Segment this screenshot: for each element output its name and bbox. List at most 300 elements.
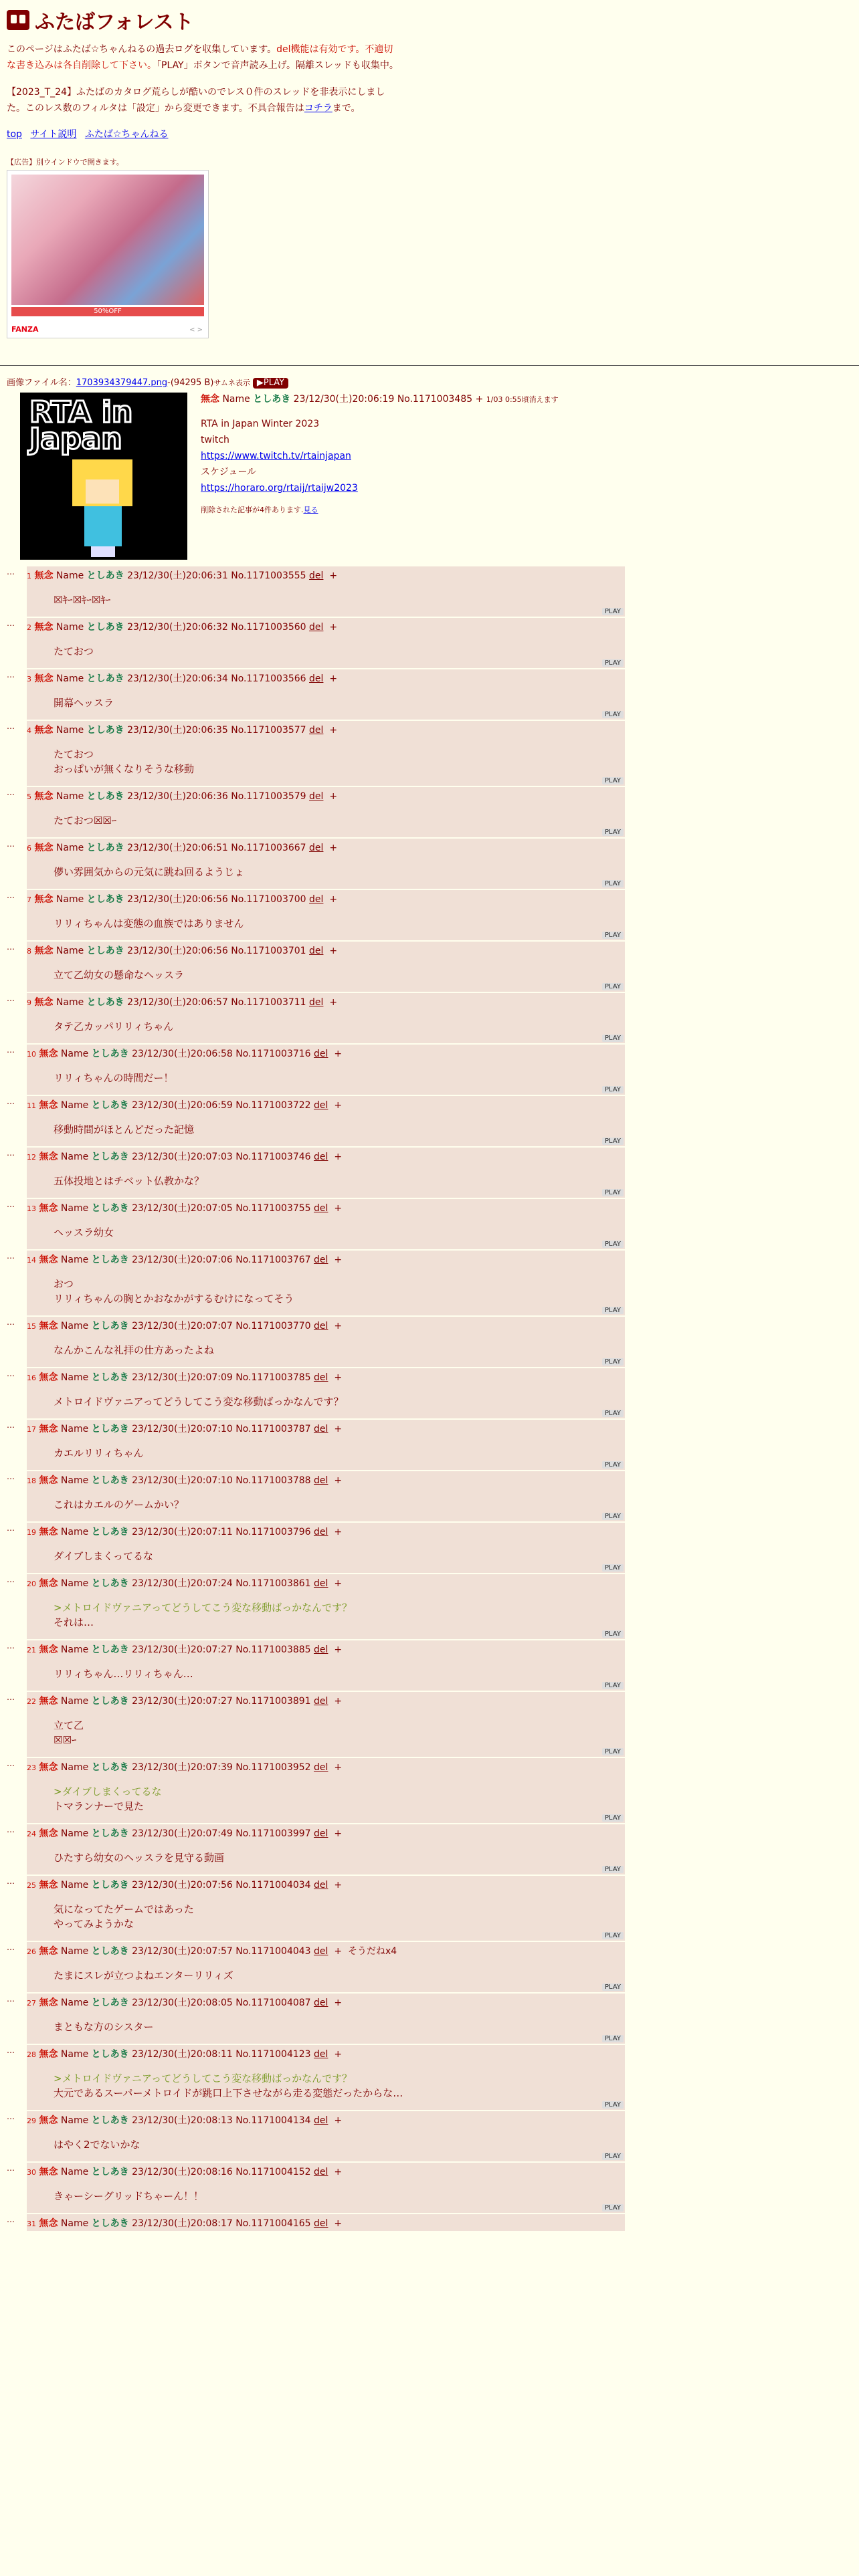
- reply-plus-button[interactable]: +: [334, 2167, 343, 2177]
- reply-play-button[interactable]: PLAY: [602, 1564, 624, 1572]
- reply-row: [7, 839, 852, 889]
- reply-row: [7, 1368, 852, 1418]
- reply-box: [27, 1876, 625, 1941]
- reply-menu-icon[interactable]: ⋯: [7, 569, 15, 578]
- reply-plus-button[interactable]: +: [334, 1880, 343, 1891]
- reply-index: 12: [27, 1153, 36, 1162]
- reply-del-link[interactable]: del: [314, 1527, 328, 1537]
- reply-datetime: 23/12/30(土)20:08:17: [132, 2218, 233, 2229]
- reply-index: 30: [27, 2168, 36, 2177]
- op-horaro-link[interactable]: https://horaro.org/rtaij/rtaijw2023: [201, 483, 358, 494]
- reply-index: 17: [27, 1425, 36, 1434]
- reply-play-button[interactable]: PLAY: [602, 2153, 624, 2160]
- reply-body: [27, 686, 625, 720]
- op-expire: 1/03 0:55頃消えます: [486, 395, 559, 404]
- reply-datetime: 23/12/30(土)20:06:56: [127, 894, 228, 905]
- reply-del-link[interactable]: del: [309, 570, 324, 581]
- reply-del-link[interactable]: del: [314, 2049, 328, 2060]
- reply-menu-icon[interactable]: ⋯: [7, 1371, 15, 1380]
- reply-row: [7, 1045, 852, 1095]
- reply-play-button[interactable]: PLAY: [602, 1358, 624, 1366]
- reply-number[interactable]: No.1171004043: [235, 1946, 311, 1957]
- reply-header: [27, 2163, 625, 2179]
- reply-plus-button[interactable]: +: [334, 1100, 343, 1111]
- reply-menu-icon[interactable]: ⋯: [7, 1422, 15, 1432]
- reply-del-link[interactable]: del: [314, 1578, 328, 1589]
- reply-row: [7, 1148, 852, 1198]
- reply-body: [27, 2179, 625, 2213]
- reply-number[interactable]: No.1171003861: [235, 1578, 311, 1589]
- reply-body: [27, 804, 625, 837]
- nav-futaba-link[interactable]: ふたば☆ちゃんねる: [84, 129, 169, 140]
- reply-play-button[interactable]: PLAY: [602, 983, 624, 990]
- reply-sodane[interactable]: そうだねx4: [347, 1946, 397, 1957]
- reply-play-button[interactable]: PLAY: [602, 711, 624, 718]
- reply-number[interactable]: No.1171004034: [235, 1880, 311, 1891]
- reply-header: [27, 1251, 625, 1267]
- reply-datetime: 23/12/30(土)20:06:58: [132, 1049, 233, 1059]
- reply-del-link[interactable]: del: [314, 1946, 328, 1957]
- reply-menu-icon[interactable]: ⋯: [7, 790, 15, 799]
- reply-menu-icon[interactable]: ⋯: [7, 893, 15, 902]
- reply-plus-button[interactable]: +: [334, 1946, 343, 1957]
- reply-subject: 無念: [39, 1100, 58, 1111]
- reply-number[interactable]: No.1171003722: [235, 1100, 311, 1111]
- reply-subject: 無念: [39, 2167, 58, 2177]
- reply-datetime: 23/12/30(土)20:06:34: [127, 673, 228, 684]
- file-link[interactable]: 1703934379447.png: [76, 378, 168, 388]
- op-content: [201, 393, 559, 560]
- reply-name: としあき: [86, 894, 124, 905]
- op-plus-button[interactable]: +: [475, 394, 484, 405]
- reply-subject: 無念: [39, 1696, 58, 1707]
- reply-plus-button[interactable]: +: [334, 1998, 343, 2008]
- op-play-button[interactable]: ▶PLAY: [253, 378, 288, 389]
- reply-index: 23: [27, 1763, 36, 1772]
- reply-name: としあき: [91, 1255, 129, 1265]
- reply-body: [27, 1841, 625, 1874]
- reply-index: 2: [27, 623, 31, 632]
- reply-plus-button[interactable]: +: [334, 1828, 343, 1839]
- reply-number[interactable]: No.1171003566: [231, 673, 306, 684]
- reply-del-link[interactable]: del: [309, 673, 324, 684]
- reply-menu-icon[interactable]: ⋯: [7, 2165, 15, 2175]
- reply-number[interactable]: No.1171003788: [235, 1475, 311, 1486]
- reply-play-button[interactable]: PLAY: [602, 1814, 624, 1822]
- reply-menu-icon[interactable]: ⋯: [7, 996, 15, 1005]
- reply-name-label: Name: [60, 1321, 89, 1331]
- reply-header: [27, 1758, 625, 1775]
- reply-menu-icon[interactable]: ⋯: [7, 1945, 15, 1954]
- reply-play-button[interactable]: PLAY: [602, 2035, 624, 2042]
- reply-row: [7, 566, 852, 617]
- reply-name-label: Name: [60, 1762, 89, 1773]
- nav-about-link[interactable]: サイト説明: [30, 129, 77, 140]
- reply-del-link[interactable]: del: [314, 2115, 328, 2126]
- reply-del-link[interactable]: del: [314, 2167, 328, 2177]
- reply-index: 16: [27, 1374, 36, 1382]
- reply-menu-icon[interactable]: ⋯: [7, 1047, 15, 1057]
- reply-number[interactable]: No.1171003796: [235, 1527, 311, 1537]
- reply-subject: 無念: [39, 1578, 58, 1589]
- intro-part4: 隔離スレッドも収集中。: [296, 60, 399, 71]
- reply-play-button[interactable]: PLAY: [602, 659, 624, 667]
- reply-name: としあき: [91, 1880, 129, 1891]
- reply-plus-button[interactable]: +: [329, 997, 338, 1008]
- reply-del-link[interactable]: del: [314, 1998, 328, 2008]
- reply-header: [27, 1368, 625, 1385]
- reply-number[interactable]: No.1171003555: [231, 570, 306, 581]
- reply-play-button[interactable]: PLAY: [602, 1932, 624, 1939]
- reply-body: [27, 1959, 625, 1992]
- reply-del-link[interactable]: del: [314, 1696, 328, 1707]
- reply-del-link[interactable]: del: [314, 1321, 328, 1331]
- reply-number[interactable]: No.1171003785: [235, 1372, 311, 1383]
- reply-play-button[interactable]: PLAY: [602, 829, 624, 836]
- reply-line: はやく2でないかな: [54, 2139, 140, 2151]
- reply-datetime: 23/12/30(土)20:07:09: [132, 1372, 233, 1383]
- reply-name: としあき: [91, 1644, 129, 1655]
- reply-del-link[interactable]: del: [314, 1152, 328, 1162]
- reply-name-label: Name: [56, 791, 84, 802]
- reply-number[interactable]: No.1171004123: [235, 2049, 311, 2060]
- reply-name: としあき: [91, 1203, 129, 1214]
- ad-label: 【広告】別ウインドウで開きます。: [7, 158, 124, 167]
- reply-index: 15: [27, 1322, 36, 1331]
- reply-del-link[interactable]: del: [309, 791, 324, 802]
- reply-index: 10: [27, 1050, 36, 1059]
- reply-name-label: Name: [60, 1828, 89, 1839]
- reply-del-link[interactable]: del: [314, 1475, 328, 1486]
- reply-subject: 無念: [39, 2218, 58, 2229]
- reply-name-label: Name: [60, 1527, 89, 1537]
- reply-header: [27, 618, 625, 635]
- reply-plus-button[interactable]: +: [329, 791, 338, 802]
- reply-row: [7, 942, 852, 992]
- reply-body: [27, 1267, 625, 1315]
- reply-menu-icon[interactable]: ⋯: [7, 621, 15, 630]
- op-twitch-link[interactable]: https://www.twitch.tv/rtainjapan: [201, 451, 351, 461]
- reply-number[interactable]: No.1171003770: [235, 1321, 311, 1331]
- reply-name: としあき: [91, 2115, 129, 2126]
- reply-plus-button[interactable]: +: [329, 570, 338, 581]
- reply-play-button[interactable]: PLAY: [602, 1035, 624, 1042]
- reply-number[interactable]: No.1171003746: [235, 1152, 311, 1162]
- reply-plus-button[interactable]: +: [334, 1762, 343, 1773]
- op-thumbnail[interactable]: [20, 393, 187, 560]
- reply-header: [27, 1824, 625, 1841]
- reply-header: [27, 1471, 625, 1488]
- reply-box: [27, 942, 625, 992]
- reply-plus-button[interactable]: +: [334, 2049, 343, 2060]
- reply-number[interactable]: No.1171003767: [235, 1255, 311, 1265]
- reply-menu-icon[interactable]: ⋯: [7, 1879, 15, 1888]
- reply-del-link[interactable]: del: [314, 2218, 328, 2229]
- reply-menu-icon[interactable]: ⋯: [7, 1150, 15, 1160]
- reply-subject: 無念: [39, 2049, 58, 2060]
- reply-number[interactable]: No.1171003755: [235, 1203, 311, 1214]
- reply-del-link[interactable]: del: [314, 1880, 328, 1891]
- file-size: -(94295 B): [167, 378, 214, 388]
- reply-number[interactable]: No.1171003560: [231, 622, 306, 633]
- reply-header: [27, 890, 625, 907]
- reply-play-button[interactable]: PLAY: [602, 1410, 624, 1417]
- reply-play-button[interactable]: PLAY: [602, 1983, 624, 1991]
- reply-plus-button[interactable]: +: [329, 946, 338, 956]
- reply-line: 大元であるスーパーメトロイドが跳口上下させながら走る変態だったからな…: [54, 2087, 403, 2099]
- reply-number[interactable]: No.1171003700: [231, 894, 306, 905]
- reply-box: [27, 1148, 625, 1198]
- reply-menu-icon[interactable]: ⋯: [7, 1099, 15, 1108]
- reply-menu-icon[interactable]: ⋯: [7, 1525, 15, 1535]
- reply-body: [27, 1775, 625, 1823]
- reply-play-button[interactable]: PLAY: [602, 1241, 624, 1248]
- reply-number[interactable]: No.1171003787: [235, 1424, 311, 1434]
- reply-del-link[interactable]: del: [314, 1255, 328, 1265]
- reply-play-button[interactable]: PLAY: [602, 1307, 624, 1314]
- reply-plus-button[interactable]: +: [334, 2218, 343, 2229]
- reply-index: 7: [27, 895, 31, 904]
- reply-header: [27, 1045, 625, 1061]
- reply-del-link[interactable]: del: [309, 946, 324, 956]
- reply-plus-button[interactable]: +: [334, 1203, 343, 1214]
- reply-play-button[interactable]: PLAY: [602, 1461, 624, 1469]
- reply-number[interactable]: No.1171003716: [235, 1049, 311, 1059]
- reply-row: [7, 787, 852, 837]
- reply-body: [27, 1893, 625, 1941]
- reply-menu-icon[interactable]: ⋯: [7, 1643, 15, 1652]
- ad-banner[interactable]: [7, 170, 209, 338]
- reply-datetime: 23/12/30(土)20:07:05: [132, 1203, 233, 1214]
- reply-menu-icon[interactable]: ⋯: [7, 1319, 15, 1329]
- reply-name-label: Name: [60, 1424, 89, 1434]
- reply-menu-icon[interactable]: ⋯: [7, 1202, 15, 1211]
- reply-number[interactable]: No.1171004134: [235, 2115, 311, 2126]
- reply-number[interactable]: No.1171004087: [235, 1998, 311, 2008]
- reply-menu-icon[interactable]: ⋯: [7, 841, 15, 851]
- reply-play-button[interactable]: PLAY: [602, 1189, 624, 1196]
- intro-text: [7, 41, 401, 74]
- reply-subject: 無念: [39, 1762, 58, 1773]
- reply-number[interactable]: No.1171003711: [231, 997, 306, 1008]
- reply-quote: >ダイブしまくってるな: [54, 1786, 162, 1798]
- reply-subject: 無念: [34, 843, 54, 853]
- reply-body: [27, 2128, 625, 2161]
- notice-body: 【2023_T_24】ふたばのカタログ荒らしが酷いのでレス０件のスレッドを非表示にしました。このレス数のフィルタは「設定」から変更できます。不具合報告は: [7, 87, 385, 114]
- reply-menu-icon[interactable]: ⋯: [7, 1474, 15, 1483]
- reply-box: [27, 1758, 625, 1823]
- reply-menu-icon[interactable]: ⋯: [7, 1577, 15, 1586]
- reply-plus-button[interactable]: +: [334, 1255, 343, 1265]
- reply-play-button[interactable]: PLAY: [602, 932, 624, 939]
- reply-del-link[interactable]: del: [314, 1424, 328, 1434]
- reply-plus-button[interactable]: +: [329, 894, 338, 905]
- reply-row: [7, 2214, 852, 2231]
- reply-menu-icon[interactable]: ⋯: [7, 1695, 15, 1704]
- reply-play-button[interactable]: PLAY: [602, 777, 624, 784]
- reply-line: ダイブしまくってるな: [54, 1550, 153, 1562]
- ad-image[interactable]: [11, 175, 204, 305]
- reply-quote: >メトロイドヴァニアってどうしてこう変な移動ばっかなんです？: [54, 1602, 353, 1614]
- reply-number[interactable]: No.1171003667: [231, 843, 306, 853]
- site-logo-icon[interactable]: [7, 10, 29, 30]
- reply-body: [27, 958, 625, 992]
- reply-name: としあき: [86, 570, 124, 581]
- nav-top-link[interactable]: top: [7, 129, 22, 140]
- reply-number[interactable]: No.1171003885: [235, 1644, 311, 1655]
- reply-row: [7, 1471, 852, 1521]
- reply-plus-button[interactable]: +: [334, 2115, 343, 2126]
- ad-nav-arrows[interactable]: < >: [189, 326, 203, 334]
- reply-subject: 無念: [39, 1644, 58, 1655]
- reply-subject: 無念: [39, 2115, 58, 2126]
- reply-menu-icon[interactable]: ⋯: [7, 2048, 15, 2057]
- reply-plus-button[interactable]: +: [329, 673, 338, 684]
- reply-name: としあき: [91, 1946, 129, 1957]
- reply-play-button[interactable]: PLAY: [602, 880, 624, 887]
- reply-plus-button[interactable]: +: [334, 1475, 343, 1486]
- reply-subject: 無念: [39, 1946, 58, 1957]
- reply-play-button[interactable]: PLAY: [602, 1682, 624, 1689]
- reply-menu-icon[interactable]: ⋯: [7, 1827, 15, 1836]
- reply-menu-icon[interactable]: ⋯: [7, 2217, 15, 2226]
- reply-subject: 無念: [39, 1828, 58, 1839]
- reply-plus-button[interactable]: +: [334, 1049, 343, 1059]
- reply-subject: 無念: [34, 791, 54, 802]
- reply-row: [7, 1523, 852, 1573]
- reply-plus-button[interactable]: +: [334, 1578, 343, 1589]
- reply-name-label: Name: [60, 1049, 89, 1059]
- reply-del-link[interactable]: del: [309, 725, 324, 736]
- reply-menu-icon[interactable]: ⋯: [7, 1761, 15, 1770]
- reply-menu-icon[interactable]: ⋯: [7, 1253, 15, 1263]
- reply-row: [7, 618, 852, 668]
- reply-play-button[interactable]: PLAY: [602, 608, 624, 615]
- reply-box: [27, 1045, 625, 1095]
- reply-name-label: Name: [60, 1255, 89, 1265]
- reply-number[interactable]: No.1171004152: [235, 2167, 311, 2177]
- reply-plus-button[interactable]: +: [334, 1424, 343, 1434]
- reply-body: [27, 1164, 625, 1198]
- reply-play-button[interactable]: PLAY: [602, 2204, 624, 2212]
- reply-plus-button[interactable]: +: [334, 1321, 343, 1331]
- reply-menu-icon[interactable]: ⋯: [7, 724, 15, 733]
- reply-body: [27, 1709, 625, 1757]
- reply-plus-button[interactable]: +: [329, 725, 338, 736]
- reply-menu-icon[interactable]: ⋯: [7, 944, 15, 954]
- reply-name-label: Name: [60, 1946, 89, 1957]
- show-deleted-link[interactable]: 見る: [303, 506, 318, 514]
- reply-number[interactable]: No.1171003891: [235, 1696, 311, 1707]
- reply-plus-button[interactable]: +: [334, 1696, 343, 1707]
- reply-index: 18: [27, 1477, 36, 1485]
- reply-menu-icon[interactable]: ⋯: [7, 1996, 15, 2006]
- reply-number[interactable]: No.1171003997: [235, 1828, 311, 1839]
- reply-plus-button[interactable]: +: [329, 843, 338, 853]
- reply-play-button[interactable]: PLAY: [602, 1748, 624, 1755]
- reply-del-link[interactable]: del: [314, 1762, 328, 1773]
- reply-del-link[interactable]: del: [309, 843, 324, 853]
- reply-plus-button[interactable]: +: [334, 1152, 343, 1162]
- reply-subject: 無念: [39, 1152, 58, 1162]
- reply-number[interactable]: No.1171003579: [231, 791, 306, 802]
- reply-del-link[interactable]: del: [309, 997, 324, 1008]
- reply-number[interactable]: No.1171003701: [231, 946, 306, 956]
- reply-del-link[interactable]: del: [309, 622, 324, 633]
- reply-box: [27, 2045, 625, 2110]
- reply-name-label: Name: [60, 1880, 89, 1891]
- reply-index: 8: [27, 947, 31, 956]
- reply-datetime: 23/12/30(土)20:07:57: [132, 1946, 233, 1957]
- intro-part1: このページはふたば☆ちゃんねるの過去ログを収集しています。: [7, 44, 277, 55]
- reply-play-button[interactable]: PLAY: [602, 1138, 624, 1145]
- reply-row: [7, 1994, 852, 2044]
- reply-plus-button[interactable]: +: [334, 1644, 343, 1655]
- reply-datetime: 23/12/30(土)20:07:39: [132, 1762, 233, 1773]
- reply-plus-button[interactable]: +: [334, 1527, 343, 1537]
- reply-datetime: 23/12/30(土)20:07:07: [132, 1321, 233, 1331]
- reply-body: [27, 1010, 625, 1043]
- reply-row: [7, 1199, 852, 1249]
- thumb-character-legs: [91, 546, 115, 557]
- reply-line: たておつ: [54, 645, 94, 657]
- reply-body: [27, 907, 625, 940]
- nav-links: [7, 127, 852, 140]
- reply-number[interactable]: No.1171004165: [235, 2218, 311, 2229]
- reply-plus-button[interactable]: +: [334, 1372, 343, 1383]
- reply-name: としあき: [91, 1049, 129, 1059]
- reply-row: [7, 1420, 852, 1470]
- reply-body: [27, 583, 625, 617]
- reply-box: [27, 2111, 625, 2161]
- reply-del-link[interactable]: del: [314, 1828, 328, 1839]
- reply-name-label: Name: [60, 1372, 89, 1383]
- reply-number[interactable]: No.1171003577: [231, 725, 306, 736]
- op-header: [201, 393, 559, 407]
- reply-play-button[interactable]: PLAY: [602, 2101, 624, 2109]
- reply-header: [27, 839, 625, 855]
- reply-datetime: 23/12/30(土)20:06:32: [127, 622, 228, 633]
- reply-line: メトロイドヴァニアってどうしてこう変な移動ばっかなんです？: [54, 1396, 344, 1408]
- reply-play-button[interactable]: PLAY: [602, 1513, 624, 1520]
- reply-play-button[interactable]: PLAY: [602, 1086, 624, 1093]
- op-number[interactable]: No.1171003485: [397, 394, 473, 405]
- reply-del-link[interactable]: del: [314, 1203, 328, 1214]
- reply-header: [27, 2111, 625, 2128]
- reply-number[interactable]: No.1171003952: [235, 1762, 311, 1773]
- reply-del-link[interactable]: del: [314, 1100, 328, 1111]
- reply-menu-icon[interactable]: ⋯: [7, 672, 15, 681]
- reply-name-label: Name: [60, 2115, 89, 2126]
- reply-del-link[interactable]: del: [314, 1049, 328, 1059]
- site-header: [7, 5, 852, 35]
- reply-line: たておつ: [54, 748, 94, 760]
- bug-report-link[interactable]: コチラ: [304, 103, 332, 114]
- reply-body: [27, 2062, 625, 2110]
- notice-tail: まで。: [332, 103, 361, 114]
- reply-datetime: 23/12/30(土)20:07:10: [132, 1424, 233, 1434]
- reply-play-button[interactable]: PLAY: [602, 1630, 624, 1638]
- reply-del-link[interactable]: del: [314, 1372, 328, 1383]
- reply-plus-button[interactable]: +: [329, 622, 338, 633]
- reply-menu-icon[interactable]: ⋯: [7, 2114, 15, 2123]
- reply-del-link[interactable]: del: [309, 894, 324, 905]
- reply-body: [27, 1061, 625, 1095]
- reply-index: 14: [27, 1256, 36, 1265]
- reply-play-button[interactable]: PLAY: [602, 1866, 624, 1873]
- reply-del-link[interactable]: del: [314, 1644, 328, 1655]
- reply-row: [7, 2163, 852, 2213]
